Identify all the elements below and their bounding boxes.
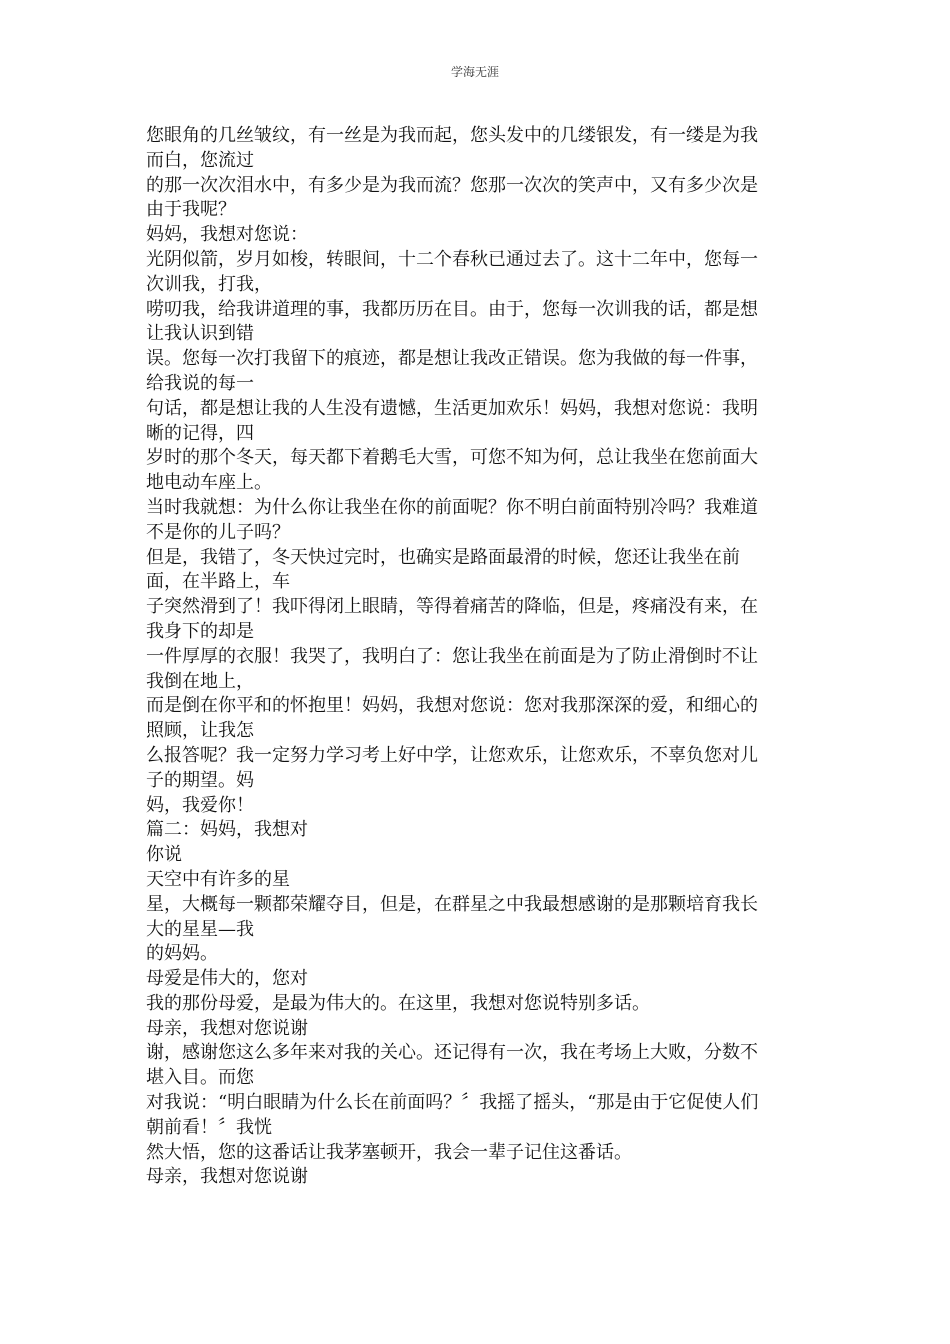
text-line: 次训我，打我，: [146, 273, 272, 295]
text-line: 我身下的却是: [146, 620, 254, 642]
text-line: 我的那份母爱，是最为伟大的。在这里，我想对您说特别多话。: [146, 992, 650, 1014]
text-line: 误。您每一次打我留下的痕迹，都是想让我改正错误。您为我做的每一件事，: [146, 348, 758, 370]
text-line: 由于我呢？: [146, 199, 236, 221]
text-line: 谢，感谢您这么多年来对我的关心。还记得有一次，我在考场上大败，分数不: [146, 1042, 758, 1064]
text-line: 不是你的儿子吗？: [146, 521, 290, 543]
text-line: 句话，都是想让我的人生没有遗憾，生活更加欢乐！妈妈，我想对您说：我明: [146, 397, 758, 419]
text-line: 母亲，我想对您说谢: [146, 1166, 308, 1188]
text-line: 地电动车座上。: [146, 472, 272, 494]
text-line: 一件厚厚的衣服！我哭了，我明白了：您让我坐在前面是为了防止滑倒时不让: [146, 645, 758, 667]
text-line: 但是，我错了，冬天快过完时，也确实是路面最滑的时候，您还让我坐在前: [146, 546, 740, 568]
text-line: 晰的记得，四: [146, 422, 254, 444]
text-line: 朝前看！〞我恍: [146, 1116, 272, 1138]
text-line: 母爱是伟大的，您对: [146, 968, 308, 990]
text-line: 堪入目。而您: [146, 1067, 254, 1089]
text-line: 子的期望。妈: [146, 769, 254, 791]
text-line: 您眼角的几丝皱纹，有一丝是为我而起，您头发中的几缕银发，有一缕是为我: [146, 125, 758, 146]
text-line: 让我认识到错: [146, 323, 254, 345]
text-line: 的那一次次泪水中，有多少是为我而流？您那一次次的笑声中，又有多少次是: [146, 174, 758, 196]
text-line: 的妈妈。: [146, 943, 218, 965]
text-line: 给我说的每一: [146, 372, 254, 394]
text-line: 当时我就想：为什么你让我坐在你的前面呢？你不明白前面特别冷吗？我难道: [146, 496, 758, 518]
text-line: 岁时的那个冬天，每天都下着鹅毛大雪，可您不知为何，总让我坐在您前面大: [146, 447, 758, 469]
text-line: 对我说：“明白眼睛为什么长在前面吗？〞我摇了摇头，“那是由于它促使人们: [146, 1092, 759, 1114]
text-line: 然大悟，您的这番话让我茅塞顿开，我会一辈子记住这番话。: [146, 1141, 632, 1163]
text-line: 而是倒在你平和的怀抱里！妈妈，我想对您说：您对我那深深的爱，和细心的: [146, 695, 758, 717]
text-line: 照顾，让我怎: [146, 720, 254, 742]
text-line: 面，在半路上，车: [146, 571, 290, 593]
text-line: 妈，我爱你！: [146, 794, 254, 816]
text-line: 而白，您流过: [146, 149, 254, 171]
text-line: 母亲，我想对您说谢: [146, 1017, 308, 1039]
text-line: 么报答呢？我一定努力学习考上好中学，让您欢乐，让您欢乐，不辜负您对儿: [146, 744, 758, 766]
text-line: 星，大概每一颗都荣耀夺目，但是，在群星之中我最想感谢的是那颗培育我长: [146, 893, 758, 915]
text-line: 你说: [146, 844, 182, 866]
text-line: 篇二：妈妈，我想对: [146, 819, 308, 841]
document-body: [146, 124, 806, 1190]
page-header: 学海无涯: [450, 65, 499, 79]
text-line: 大的星星—我: [146, 918, 254, 940]
text-line: 我倒在地上，: [146, 670, 254, 692]
text-line: 妈妈，我想对您说：: [146, 224, 308, 246]
text-line: 天空中有许多的星: [146, 868, 290, 890]
text-line: 光阴似箭，岁月如梭，转眼间，十二个春秋已通过去了。这十二年中，您每一: [146, 248, 758, 270]
text-line: 子突然滑到了！我吓得闭上眼睛，等得着痛苦的降临，但是，疼痛没有来，在: [146, 596, 758, 618]
text-line: 唠叨我，给我讲道理的事，我都历历在目。由于，您每一次训我的话，都是想: [146, 298, 758, 320]
